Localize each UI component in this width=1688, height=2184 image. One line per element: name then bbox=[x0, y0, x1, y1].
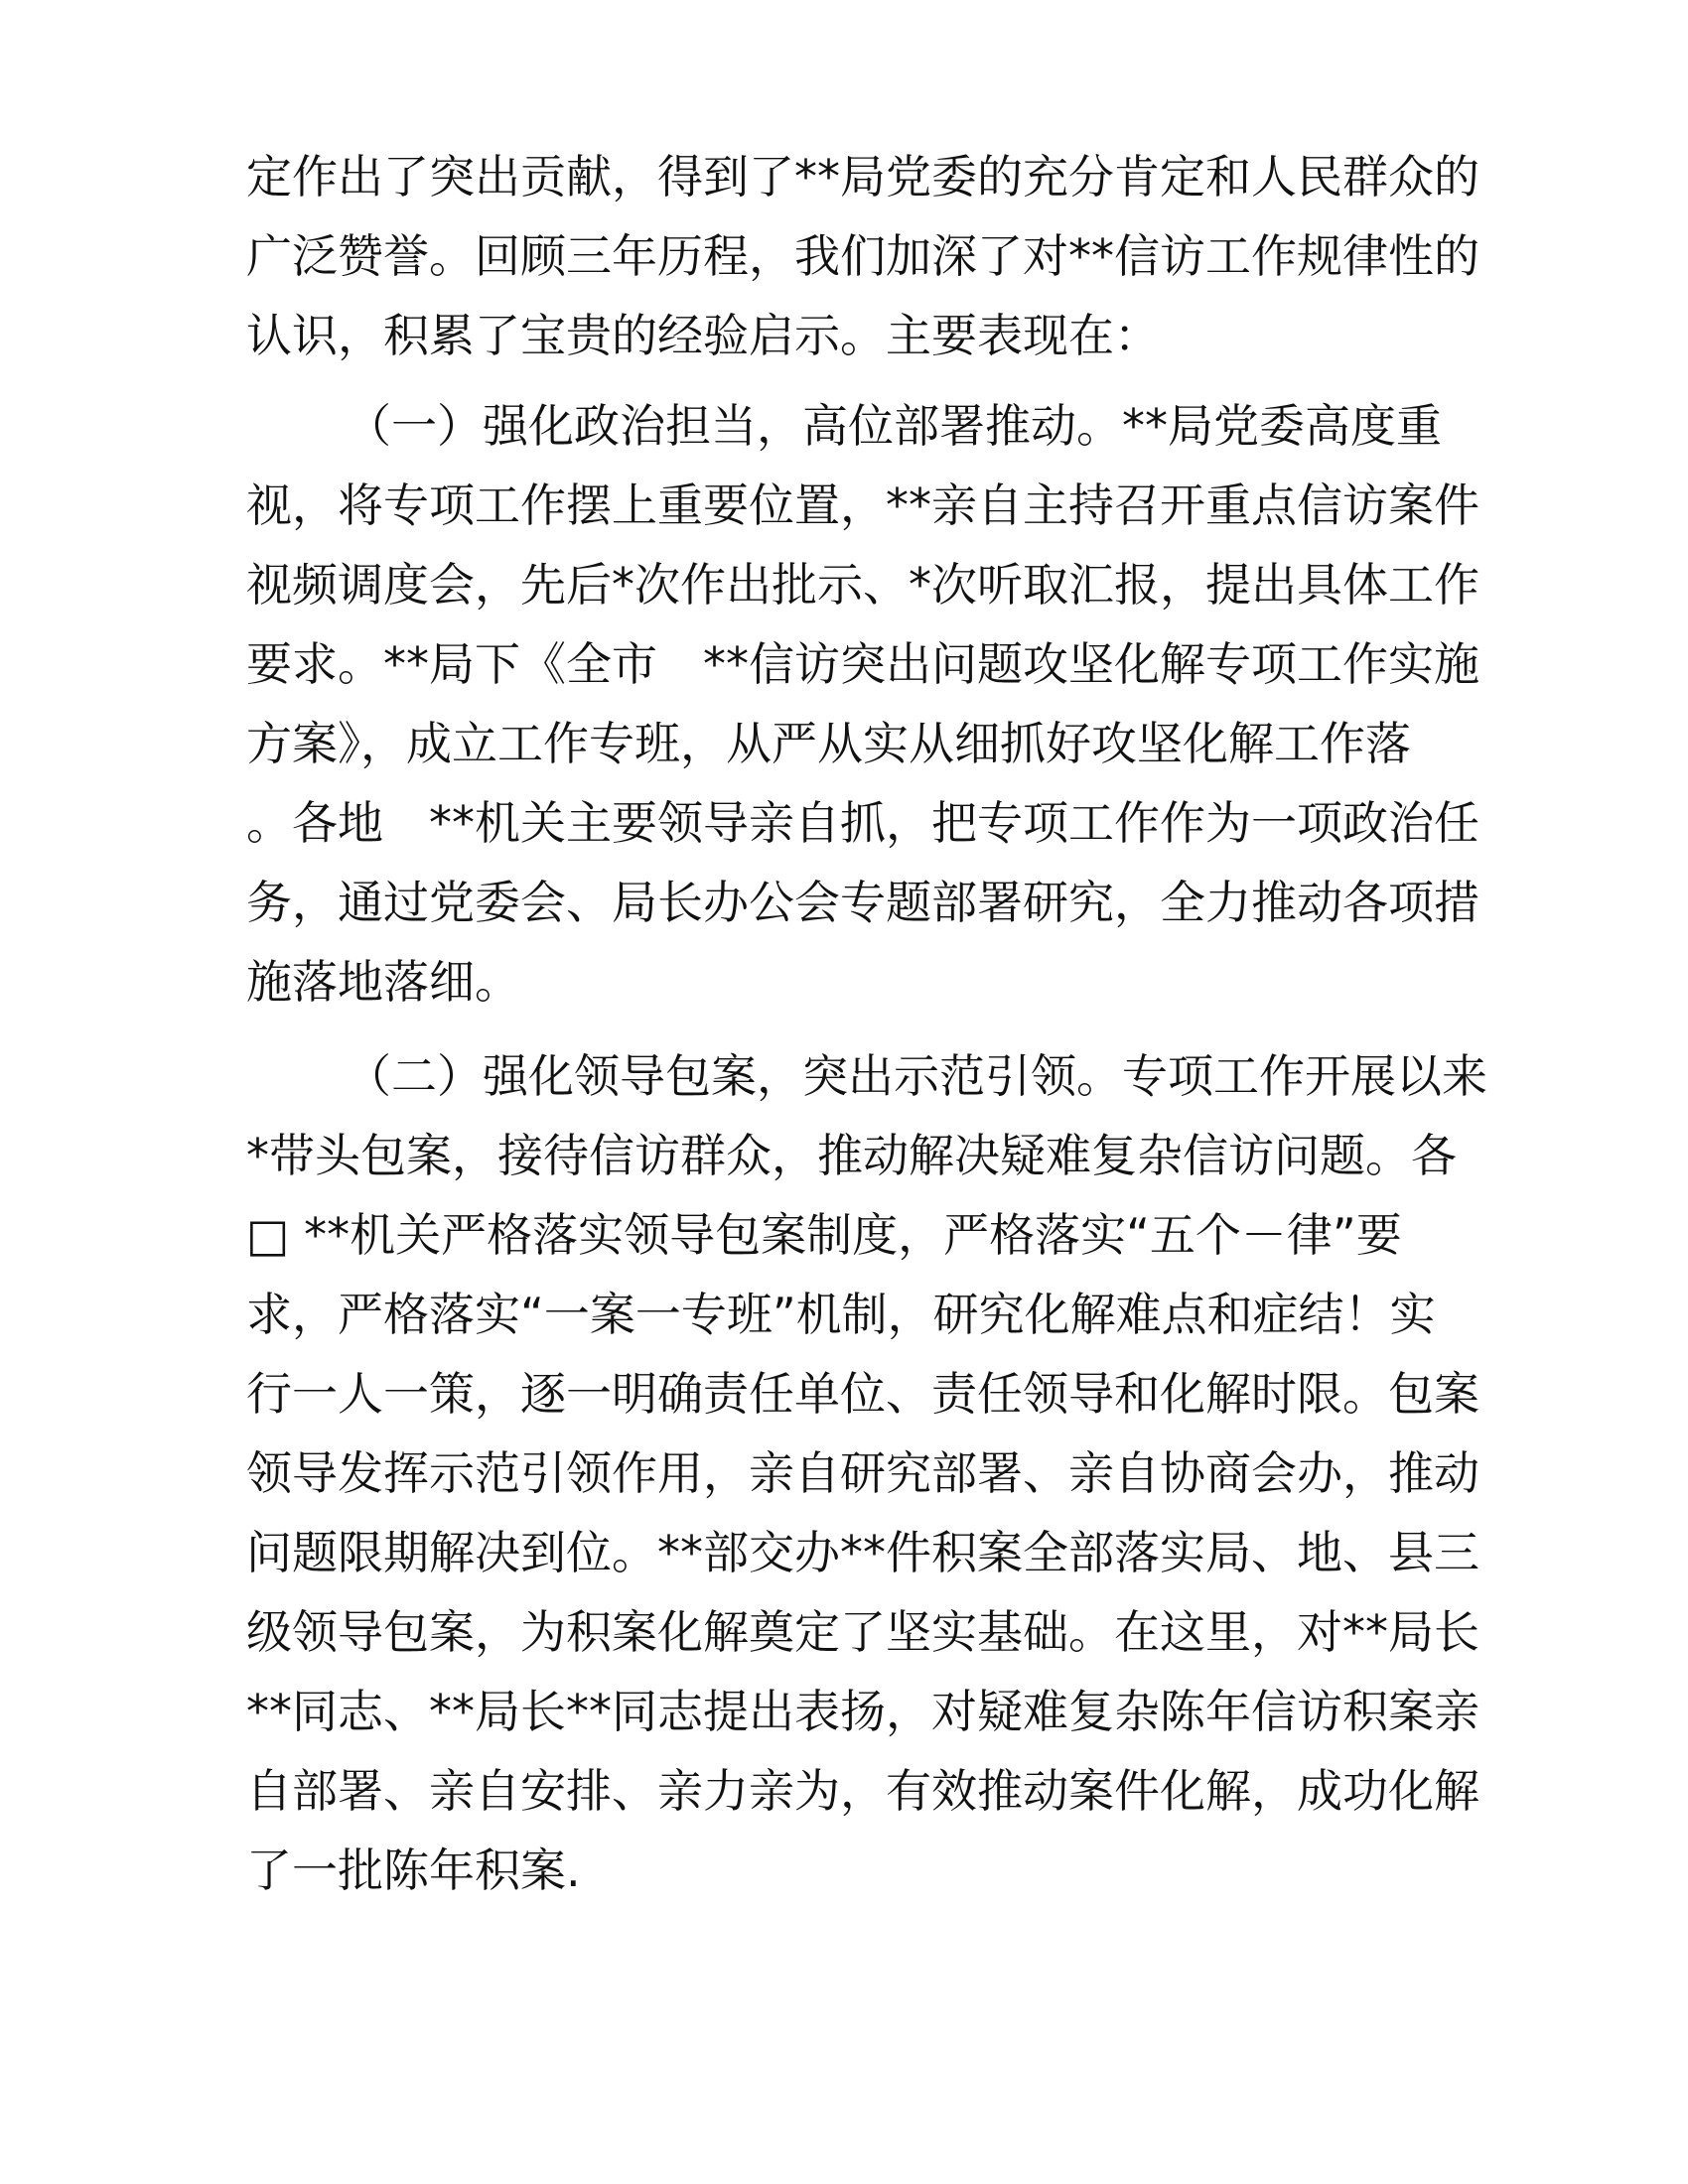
text-line: 施落地落细。 bbox=[246, 955, 520, 1009]
text-line: **同志、**局长**同志提出表扬，对疑难复杂陈年信访积案亲 bbox=[246, 1685, 1479, 1738]
text-line: 认识，积累了宝贵的经验启示。主要表现在： bbox=[246, 309, 1160, 362]
text-line: 求，严格落实“一案一专班”机制，研究化解难点和症结！实 bbox=[246, 1288, 1436, 1341]
text-line: 方案》，成立工作专班，从严从实从细抓好攻坚化解工作落 bbox=[246, 717, 1411, 770]
text-line: 视，将专项工作摆上重要位置，**亲自主持召开重点信访案件 bbox=[246, 478, 1479, 532]
text-line: 要求。**局下《全市 **信访突出问题攻坚化解专项工作实施 bbox=[246, 637, 1479, 691]
text-line: 广泛赞誉。回顾三年历程，我们加深了对**信访工作规律性的 bbox=[246, 229, 1479, 283]
paragraph-heading-line: （二）强化领导包案，突出示范引领。专项工作开展以来 bbox=[346, 1049, 1487, 1103]
paragraph-heading-line: （一）强化政治担当，高位部署推动。**局党委高度重 bbox=[346, 399, 1442, 453]
text-line: 视频调度会，先后*次作出批示、*次听取汇报，提出具体工作 bbox=[246, 558, 1479, 612]
text-line: 了一批陈年积案. bbox=[246, 1843, 581, 1897]
text-line: □ **机关严格落实领导包案制度，严格落实“五个－律”要 bbox=[246, 1208, 1402, 1262]
text-line: *带头包案，接待信访群众，推动解决疑难复杂信访问题。各 bbox=[246, 1129, 1457, 1182]
text-line: 领导发挥示范引领作用，亲自研究部署、亲自协商会办，推动 bbox=[246, 1446, 1479, 1500]
text-line: 。各地 **机关主要领导亲自抓，把专项工作作为一项政治任 bbox=[246, 796, 1479, 850]
text-line: 自部署、亲自安排、亲力亲为，有效推动案件化解，成功化解 bbox=[246, 1764, 1479, 1818]
text-line: 务，通过党委会、局长办公会专题部署研究，全力推动各项措 bbox=[246, 876, 1479, 929]
text-line: 问题限期解决到位。**部交办**件积案全部落实局、地、县三 bbox=[246, 1526, 1479, 1579]
text-line: 级领导包案，为积案化解奠定了坚实基础。在这里，对**局长 bbox=[246, 1605, 1479, 1659]
text-line: 定作出了突出贡献，得到了**局党委的充分肯定和人民群众的 bbox=[246, 150, 1479, 204]
text-line: 行一人一策，逐一明确责任单位、责任领导和化解时限。包案 bbox=[246, 1367, 1479, 1421]
